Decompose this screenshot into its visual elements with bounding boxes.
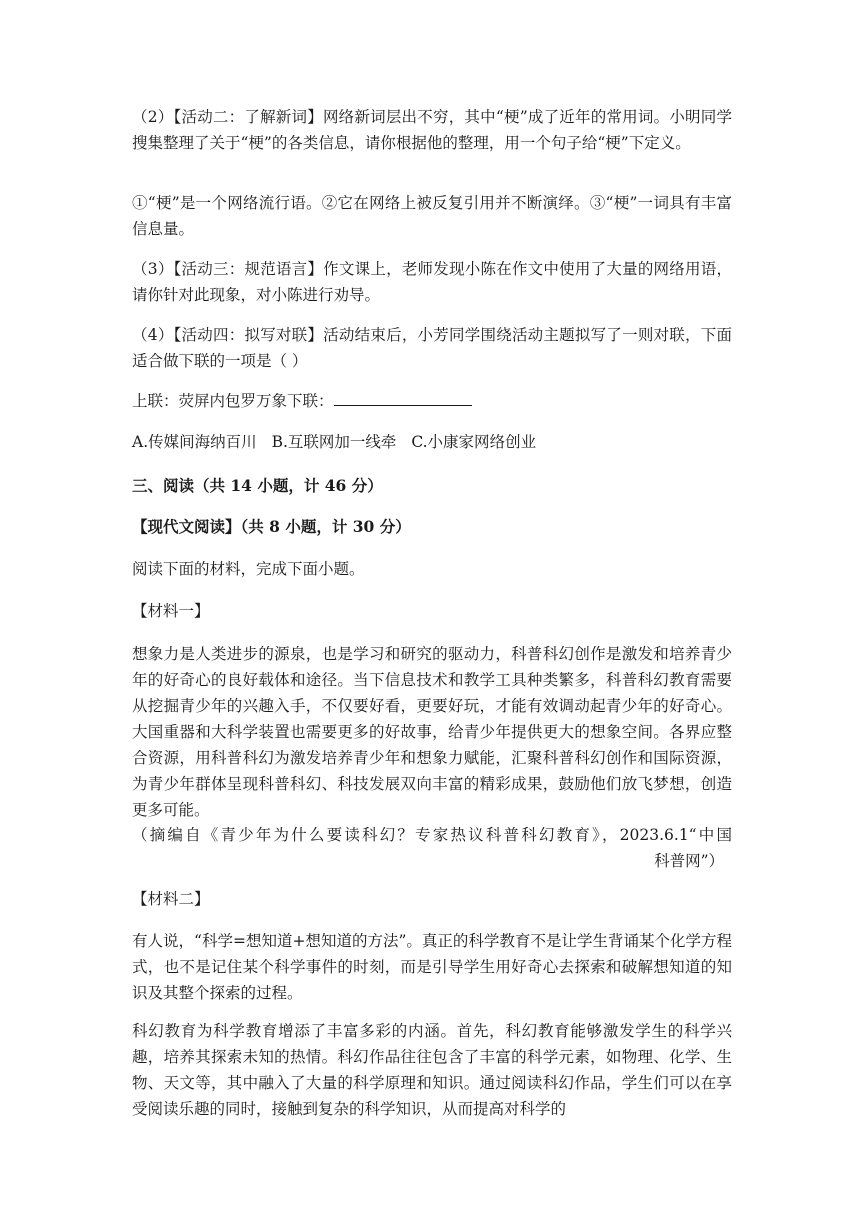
activity3-question: （3）【活动三：规范语言】作文课上，老师发现小陈在作文中使用了大量的网络用语，请你针对此现象，对小陈进行劝导。 <box>132 260 732 304</box>
answer-options <box>132 429 732 455</box>
geng-info-list: ①“梗”是一个网络流行语。②它在网络上被反复引用并不断演绎。③“梗”一词具有丰富信息量。 <box>132 194 732 238</box>
activity2-question: （2）【活动二：了解新词】网络新词层出不穷，其中“梗”成了近年的常用词。小明同学搜集整理了关于“梗”的各类信息，请你根据他的整理，用一个句子给“梗”下定义。 <box>132 108 732 152</box>
material1-source <box>132 822 732 874</box>
couplet-upper: 上联：荧屏内包罗万象下联： <box>132 392 334 410</box>
material1-source-line2: 科普网”） <box>654 852 724 870</box>
activity4-question: （4）【活动四：拟写对联】活动结束后，小芳同学围绕活动主题拟写了一则对联，下面适合做下联的一项是（ ） <box>132 326 732 370</box>
couplet-lower-blank[interactable] <box>334 389 472 406</box>
section3-heading: 三、阅读（共 14 小题，计 46 分） <box>132 476 383 495</box>
couplet-line <box>132 388 732 414</box>
material1-body: 想象力是人类进步的源泉，也是学习和研究的驱动力，科普科幻创作是激发和培养青少年的好奇心的良好载体和途径。当下信息技术和教学工具种类繁多，科普科幻教育需要从挖掘青少年的兴趣入手，不仅要好看，更要好玩，才能有效调动起青少年的好奇心。大国重器和大科学装置也需要更多的好故事，给青少年提供更大的想象空间。各界应整合资源，用科普科幻为激发培养青少年和想象力赋能，汇聚科普科幻创作和国际资源，为青少年群体呈现科普科幻、科技发展双向丰富的精彩成果，鼓励他们放飞梦想，创造更多可能。 <box>132 645 732 819</box>
material2-para2: 科幻教育为科学教育增添了丰富多彩的内涵。首先，科幻教育能够激发学生的科学兴趣，培养其探索未知的热情。科幻作品往往包含了丰富的科学元素，如物理、化学、生物、天文等，其中融入了大量的科学原理和知识。通过阅读科幻作品，学生们可以在享受阅读乐趣的同时，接触到复杂的科学知识，从而提高对科学的 <box>132 1022 732 1118</box>
option-c[interactable]: C.小康家网络创业 <box>411 433 537 451</box>
option-a[interactable]: A.传媒间海纳百川 <box>132 433 257 451</box>
material2-para1: 有人说，“科学=想知道+想知道的方法”。真正的科学教育不是让学生背诵某个化学方程式，也不是记住某个科学事件的时刻，而是引导学生用好奇心去探索和破解想知道的知识及其整个探索的过程。 <box>132 932 732 1002</box>
material1-label: 【材料一】 <box>132 602 210 620</box>
material2-label: 【材料二】 <box>132 890 210 908</box>
option-b[interactable]: B.互联网加一线牵 <box>271 433 397 451</box>
modern-reading-heading: 【现代文阅读】（共 8 小题，计 30 分） <box>132 517 411 536</box>
reading-instruction: 阅读下面的材料，完成下面小题。 <box>132 560 365 578</box>
material1-source-line1: （摘编自《青少年为什么要读科幻？专家热议科普科幻教育》，2023.6.1“中国 <box>132 826 732 844</box>
